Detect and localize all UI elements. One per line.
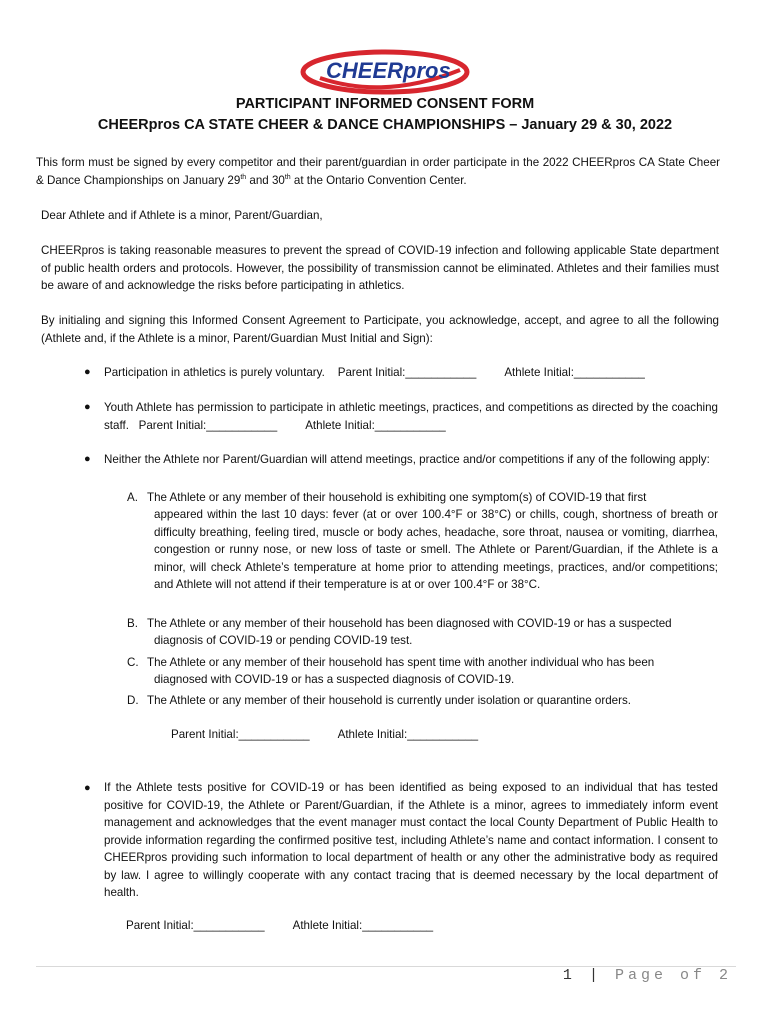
- page-footer: 1 | Page of 2: [562, 967, 732, 984]
- subitem-d: D. The Athlete or any member of their household is currently under isolation or quarantine orders.: [127, 694, 631, 707]
- parent-initial-field-2[interactable]: Parent Initial:___________: [138, 418, 278, 432]
- subitem-c: C. The Athlete or any member of their household has spent time with another individual who has been diagnosed with COVID-19 or has a suspected diagnosis of COVID-19.: [127, 656, 655, 687]
- event-title: CHEERpros CA STATE CHEER & DANCE CHAMPIONSHIPS – January 29 & 30, 2022: [97, 117, 673, 133]
- bullet-icon: ●: [84, 401, 91, 413]
- athlete-initial-field-3[interactable]: Athlete Initial:___________: [337, 728, 479, 741]
- athlete-initial-field-1[interactable]: Athlete Initial:___________: [504, 366, 645, 379]
- bullet-attendance: Neither the Athlete nor Parent/Guardian will attend meetings, practice and/or competitions if any of the following apply:: [104, 453, 710, 466]
- salutation: Dear Athlete and if Athlete is a minor, Parent/Guardian,: [41, 209, 323, 222]
- agreement-paragraph: By initialing and signing this Informed Consent Agreement to Participate, you acknowledge, accept, and agree to all the following (Athlete and, if the Athlete is a minor, Parent/Guardian Must Initial and Sign):: [41, 314, 719, 345]
- cheerpros-logo: [300, 44, 470, 96]
- intro-paragraph: This form must be signed by every competitor and their parent/guardian in order participate in the 2022 CHEERpros CA State Cheer & Dance Championships on January 29th and 30th at the Ontario Convention Center.: [36, 156, 720, 187]
- bullet-voluntary: Participation in athletics is purely voluntary. Parent Initial:___________ Athlete Initial:___________: [104, 366, 645, 379]
- athlete-initial-field-2[interactable]: Athlete Initial:___________: [305, 418, 446, 432]
- parent-initial-field-1[interactable]: Parent Initial:___________: [337, 366, 477, 379]
- initials-row-3: [171, 728, 478, 741]
- bullet-icon: ●: [84, 366, 91, 378]
- athlete-initial-field-4[interactable]: Athlete Initial:___________: [292, 919, 434, 932]
- bullet-permission: Youth Athlete has permission to participate in athletic meetings, practices, and competitions as directed by the coaching staff. Parent Initial:___________ Athlete Initial:___________: [104, 401, 718, 432]
- form-title: PARTICIPANT INFORMED CONSENT FORM: [235, 96, 535, 112]
- bullet-icon: ●: [84, 453, 91, 465]
- subitem-a: A. The Athlete or any member of their household is exhibiting one symptom(s) of COVID-19 that first appeared within the last 10 days: fever (at or over 100.4°F or 38°C) or chills, cough, shortness of breath or difficulty breathing, feeling tired, muscle or body aches, headache, sore throat, nausea or vomiting, diarrhea, congestion or runny nose, or new loss of taste or smell. The Athlete or Parent/Guardian, if the Athlete is a minor, will check Athlete’s temperature at home prior to attending meetings, practices, and/or competitions; and Athlete will not attend if their temperature is at or over 100.4°F or 38°C.: [127, 491, 718, 592]
- parent-initial-field-4[interactable]: Parent Initial:___________: [126, 919, 265, 932]
- bullet-icon: ●: [84, 782, 91, 794]
- page-label: Page of 2: [614, 967, 732, 984]
- parent-initial-field-3[interactable]: Parent Initial:___________: [171, 728, 310, 741]
- logo-text: CHEERpros: [326, 58, 451, 83]
- subitem-b: B. The Athlete or any member of their household has been diagnosed with COVID-19 or has a suspected diagnosis of COVID-19 or pending COVID-19 test.: [127, 617, 672, 648]
- page-number: 1: [562, 967, 576, 984]
- risk-paragraph: CHEERpros is taking reasonable measures to prevent the spread of COVID-19 infection and following applicable State department of public health orders and protocols. However, the possibility of transmission cannot be eliminated. Athletes and their families must be aware of and acknowledge the risks before participating in athletics.: [41, 244, 719, 292]
- bullet-positive-test: If the Athlete tests positive for COVID-19 or has been identified as being exposed to an individual that has tested positive for COVID-19, the Athlete or Parent/Guardian, if the Athlete is a minor, agrees to immediately inform event management and acknowledges that the event manager must contact the local County Department of Public Health to provide information regarding the confirmed positive test, including Athlete’s name and contact information. I consent to CHEERpros providing such information to local department of health or any other the administrative body as required by law. I agree to willingly cooperate with any contact tracing that is deemed necessary by the local department of health.: [104, 781, 718, 899]
- initials-row-4: [126, 919, 433, 932]
